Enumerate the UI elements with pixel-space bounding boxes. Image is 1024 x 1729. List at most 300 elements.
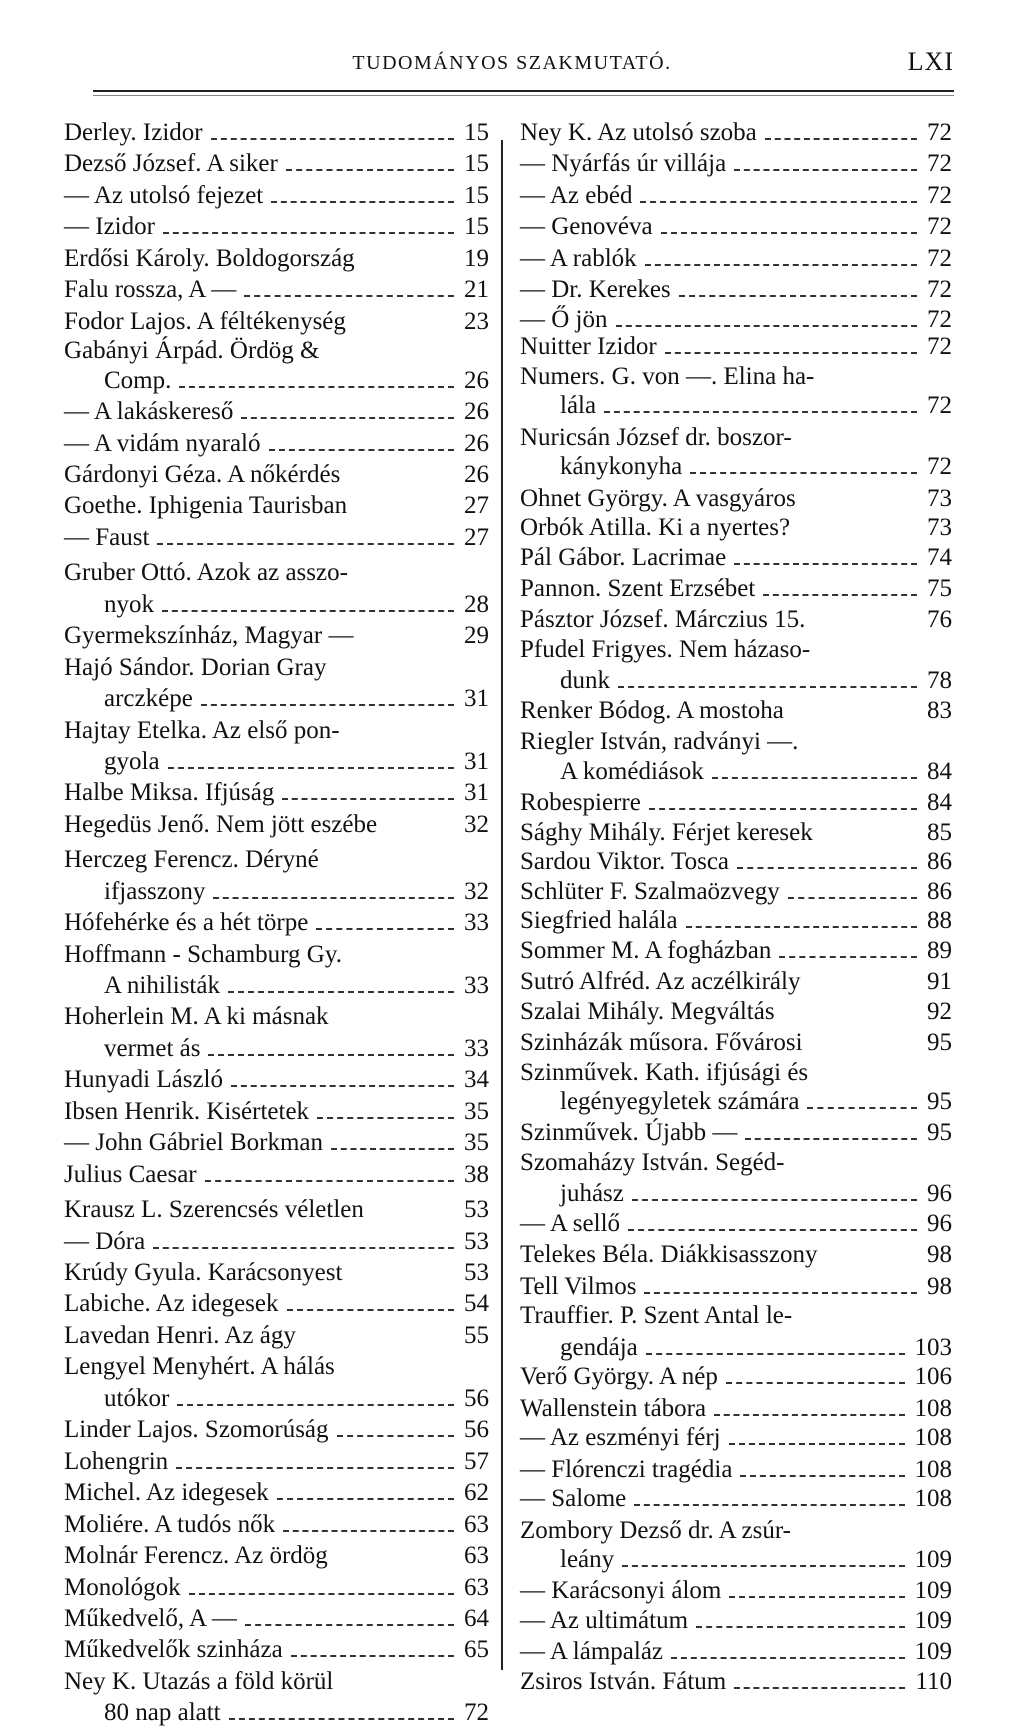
dot-leader: [686, 926, 917, 928]
entry-page-number: 74: [927, 544, 952, 571]
index-entry: [520, 450, 952, 483]
index-entry: [520, 1177, 952, 1210]
entry-page-number: 96: [927, 1210, 952, 1237]
entry-title: Pannon. Szent Erzsébet: [520, 575, 756, 602]
entry-title: Hunyadi László: [64, 1066, 223, 1093]
entry-title: — Az eszményi férj: [520, 1424, 721, 1451]
index-entry: [64, 395, 489, 428]
index-entry: [520, 273, 952, 306]
entry-page-number: 78: [927, 667, 952, 694]
entry-page-number: 95: [927, 1029, 952, 1056]
entry-title: — Nyárfás úr villája: [520, 150, 727, 177]
entry-title: Hófehérke és a hét törpe: [64, 909, 309, 936]
entry-page-number: 31: [464, 748, 489, 775]
entry-page-number: 27: [464, 492, 489, 519]
entry-title: Hoffmann - Schamburg Gy.: [64, 941, 342, 968]
index-entry: [64, 969, 489, 1002]
entry-title: Szinművek. Újabb —: [520, 1119, 738, 1146]
index-entry: [64, 1032, 489, 1065]
index-entry: [64, 1000, 489, 1033]
index-entry: [64, 1126, 489, 1159]
index-entry: [520, 1360, 952, 1393]
entry-title: vermet ás: [104, 1035, 201, 1062]
entry-page-number: 38: [464, 1161, 489, 1188]
entry-title: Verő György. A nép: [520, 1363, 718, 1390]
index-entry: [64, 745, 489, 778]
dot-leader: [618, 686, 917, 688]
entry-page-number: 72: [927, 453, 952, 480]
entry-page-number: 72: [464, 1699, 489, 1726]
entry-title: — Flórenczi tragédia: [520, 1456, 733, 1483]
entry-page-number: 53: [464, 1259, 489, 1286]
entry-title: Zombory Dezső dr. A zsúr-: [520, 1517, 791, 1544]
entry-page-number: 72: [927, 306, 952, 333]
dot-leader: [737, 867, 917, 869]
dot-leader: [179, 386, 454, 388]
index-entry: [520, 845, 952, 878]
entry-title: Gárdonyi Géza. A nőkérdés: [64, 461, 341, 488]
index-entry: [64, 210, 489, 243]
index-entry: [520, 242, 952, 275]
index-entry: [64, 1256, 489, 1289]
dot-leader: [241, 417, 454, 419]
entry-title: Molnár Ferencz. Az ördög: [64, 1542, 328, 1569]
entry-page-number: 85: [927, 819, 952, 846]
dot-leader: [163, 232, 454, 234]
dot-leader: [679, 295, 917, 297]
entry-page-number: 91: [927, 968, 952, 995]
index-entry: [520, 1085, 952, 1118]
index-entry: [64, 147, 489, 180]
entry-title: Trauffier. P. Szent Antal le-: [520, 1302, 793, 1329]
entry-page-number: 26: [464, 430, 489, 457]
index-entry: [520, 1421, 952, 1454]
entry-title: gyola: [104, 748, 160, 775]
index-entry: [520, 330, 952, 363]
dot-leader: [712, 777, 917, 779]
dot-leader: [208, 1054, 454, 1056]
entry-page-number: 108: [914, 1456, 952, 1483]
index-entry: [64, 1602, 489, 1635]
dot-leader: [337, 1435, 454, 1437]
entry-title: Labiche. Az idegesek: [64, 1290, 279, 1317]
entry-title: Sardou Viktor. Tosca: [520, 848, 730, 875]
dot-leader: [740, 1475, 904, 1477]
entry-page-number: 64: [464, 1605, 489, 1632]
dot-leader: [229, 1718, 454, 1720]
dot-leader: [714, 1414, 904, 1416]
index-entry: [64, 242, 489, 275]
entry-page-number: 72: [927, 150, 952, 177]
dot-leader: [690, 472, 917, 474]
index-entry: [520, 572, 952, 605]
entry-page-number: 56: [464, 1416, 489, 1443]
index-entry: [520, 694, 952, 727]
dot-leader: [205, 1180, 454, 1182]
entry-title: Krúdy Gyula. Karácsonyest: [64, 1259, 343, 1286]
entry-title: — A vidám nyaraló: [64, 430, 261, 457]
entry-title: Orbók Atilla. Ki a nyertes?: [520, 514, 791, 541]
dot-leader: [316, 928, 454, 930]
entry-title: — Salome: [520, 1485, 627, 1512]
entry-title: Numers. G. von —. Elina ha-: [520, 363, 815, 390]
index-entry: [64, 1413, 489, 1446]
index-entry: [520, 1116, 952, 1149]
entry-title: arczképe: [104, 685, 193, 712]
dot-leader: [228, 991, 454, 993]
entry-page-number: 54: [464, 1290, 489, 1317]
index-entry: [520, 179, 952, 212]
entry-title: legényegyletek számára: [560, 1088, 800, 1115]
entry-title: Hajtay Etelka. Az első pon-: [64, 717, 340, 744]
index-entry: [520, 210, 952, 243]
entry-page-number: 33: [464, 1035, 489, 1062]
dot-leader: [632, 1199, 917, 1201]
dot-leader: [646, 1353, 905, 1355]
entry-page-number: 55: [464, 1322, 489, 1349]
entry-page-number: 21: [464, 276, 489, 303]
entry-title: Robespierre: [520, 789, 641, 816]
entry-page-number: 83: [927, 697, 952, 724]
index-entry: [64, 843, 489, 876]
entry-title: A nihilisták: [104, 972, 220, 999]
entry-title: Renker Bódog. A mostoha: [520, 697, 784, 724]
entry-title: 80 nap alatt: [104, 1699, 221, 1726]
entry-title: — Dr. Kerekes: [520, 276, 671, 303]
dot-leader: [168, 767, 454, 769]
dot-leader: [616, 325, 918, 327]
entry-title: Sághy Mihály. Férjet keresek: [520, 819, 813, 846]
index-entry: [64, 808, 489, 841]
index-entry: [64, 1571, 489, 1604]
entry-title: Falu rossza, A —: [64, 276, 237, 303]
dot-leader: [604, 411, 917, 413]
dot-leader: [153, 1247, 454, 1249]
entry-page-number: 29: [464, 622, 489, 649]
entry-title: Telekes Béla. Diákkisasszony: [520, 1241, 818, 1268]
entry-title: Schlüter F. Szalmaözvegy: [520, 878, 780, 905]
index-entry: [520, 147, 952, 180]
entry-title: Gabányi Árpád. Ördög &: [64, 337, 320, 364]
entry-title: Wallenstein tábora: [520, 1395, 707, 1422]
entry-title: Riegler István, radványi —.: [520, 728, 799, 755]
index-entry: [520, 1299, 952, 1332]
index-entry: [64, 1158, 489, 1191]
dot-leader: [788, 897, 917, 899]
entry-page-number: 73: [927, 514, 952, 541]
dot-leader: [211, 138, 454, 140]
entry-page-number: 31: [464, 779, 489, 806]
index-entry: [520, 1207, 952, 1240]
dot-leader: [177, 1404, 454, 1406]
dot-leader: [271, 201, 454, 203]
index-entry: [520, 633, 952, 666]
entry-title: leány: [560, 1546, 615, 1573]
entry-page-number: 109: [914, 1577, 952, 1604]
entry-title: Ohnet György. A vasgyáros: [520, 485, 796, 512]
dot-leader: [622, 1565, 904, 1567]
index-entry: [64, 489, 489, 522]
entry-title: Julius Caesar: [64, 1161, 197, 1188]
dot-leader: [245, 1624, 454, 1626]
index-entry: [64, 875, 489, 908]
dot-leader: [661, 232, 917, 234]
entry-title: — A lámpaláz: [520, 1638, 664, 1665]
entry-page-number: 32: [464, 811, 489, 838]
entry-page-number: 72: [927, 119, 952, 146]
entry-page-number: 109: [914, 1607, 952, 1634]
entry-page-number: 103: [914, 1334, 952, 1361]
index-entry: [64, 521, 489, 554]
entry-title: gendája: [560, 1334, 638, 1361]
index-entry: [64, 1539, 489, 1572]
entry-title: dunk: [560, 667, 610, 694]
entry-page-number: 15: [464, 213, 489, 240]
index-entry: [64, 938, 489, 971]
header-rule-thin: [93, 95, 954, 96]
entry-title: Tell Vilmos: [520, 1273, 637, 1300]
page-number: LXI: [907, 47, 954, 76]
entry-title: Műkedvelők szinháza: [64, 1636, 283, 1663]
index-entry: [520, 995, 952, 1028]
entry-title: — A sellő: [520, 1210, 621, 1237]
entry-title: Goethe. Iphigenia Taurisban: [64, 492, 348, 519]
entry-title: Herczeg Ferencz. Déryné: [64, 846, 319, 873]
entry-title: Zsiros István. Fátum: [520, 1668, 727, 1695]
entry-page-number: 88: [927, 907, 952, 934]
dot-leader: [726, 1382, 905, 1384]
entry-title: Lavedan Henri. Az ágy: [64, 1322, 296, 1349]
entry-page-number: 86: [927, 848, 952, 875]
entry-page-number: 26: [464, 367, 489, 394]
dot-leader: [628, 1229, 917, 1231]
entry-title: Dezső József. A siker: [64, 150, 278, 177]
entry-title: Műkedvelő, A —: [64, 1605, 237, 1632]
entry-page-number: 34: [464, 1066, 489, 1093]
entry-title: Hajó Sándor. Dorian Gray: [64, 654, 327, 681]
entry-title: lála: [560, 392, 597, 419]
dot-leader: [763, 594, 917, 596]
index-entry: [520, 541, 952, 574]
index-entry: [64, 364, 489, 397]
entry-title: A komédiások: [560, 758, 704, 785]
entry-page-number: 33: [464, 972, 489, 999]
index-entry: [520, 965, 952, 998]
entry-page-number: 53: [464, 1196, 489, 1223]
entry-page-number: 72: [927, 333, 952, 360]
index-entry: [520, 934, 952, 967]
index-entry: [64, 651, 489, 684]
entry-title: Hegedüs Jenő. Nem jött eszébe: [64, 811, 378, 838]
entry-page-number: 98: [927, 1273, 952, 1300]
dot-leader: [269, 449, 455, 451]
dot-leader: [213, 897, 454, 899]
entry-title: Gruber Ottó. Azok az asszo-: [64, 559, 348, 586]
entry-title: Nuitter Izidor: [520, 333, 657, 360]
entry-title: Pfudel Frigyes. Nem házaso-: [520, 636, 811, 663]
entry-title: Halbe Miksa. Ifjúság: [64, 779, 275, 806]
entry-title: — A lakáskereső: [64, 398, 234, 425]
entry-page-number: 15: [464, 182, 489, 209]
dot-leader: [162, 610, 454, 612]
index-entry: [64, 273, 489, 306]
index-entry: [64, 619, 489, 652]
entry-page-number: 33: [464, 909, 489, 936]
column-divider: [501, 140, 503, 1670]
entry-title: — Dóra: [64, 1228, 146, 1255]
entry-page-number: 109: [914, 1638, 952, 1665]
index-entry: [520, 1146, 952, 1179]
dot-leader: [189, 1593, 454, 1595]
dot-leader: [244, 295, 454, 297]
entry-page-number: 23: [464, 308, 489, 335]
entry-page-number: 56: [464, 1385, 489, 1412]
entry-page-number: 28: [464, 591, 489, 618]
entry-page-number: 108: [914, 1424, 952, 1451]
entry-page-number: 98: [927, 1241, 952, 1268]
index-entry: [64, 1095, 489, 1128]
entry-title: ifjasszony: [104, 878, 206, 905]
entry-title: Sutró Alfréd. Az aczélkirály: [520, 968, 801, 995]
entry-page-number: 31: [464, 685, 489, 712]
dot-leader: [331, 1148, 454, 1150]
entry-page-number: 72: [927, 182, 952, 209]
index-entry: [64, 1319, 489, 1352]
index-entry: [64, 682, 489, 715]
entry-page-number: 53: [464, 1228, 489, 1255]
index-entry: [520, 389, 952, 422]
index-entry: [520, 1482, 952, 1515]
entry-page-number: 63: [464, 1511, 489, 1538]
entry-title: — Karácsonyi álom: [520, 1577, 722, 1604]
index-entry: [520, 1026, 952, 1059]
index-entry: [64, 1193, 489, 1226]
entry-title: Nuricsán József dr. boszor-: [520, 424, 792, 451]
entry-page-number: 86: [927, 878, 952, 905]
entry-page-number: 89: [927, 937, 952, 964]
entry-page-number: 84: [927, 789, 952, 816]
dot-leader: [734, 563, 917, 565]
dot-leader: [283, 1530, 454, 1532]
entry-title: Erdősi Károly. Boldogország: [64, 245, 355, 272]
index-entry: [64, 776, 489, 809]
entry-page-number: 65: [464, 1636, 489, 1663]
index-entry: [64, 1696, 489, 1729]
index-entry: [64, 427, 489, 460]
entry-title: — Az ultimátum: [520, 1607, 689, 1634]
dot-leader: [696, 1626, 904, 1628]
dot-leader: [765, 138, 917, 140]
entry-title: Moliére. A tudós nők: [64, 1511, 276, 1538]
entry-title: utókor: [104, 1385, 170, 1412]
index-entry: [64, 458, 489, 491]
dot-leader: [729, 1596, 904, 1598]
entry-title: kánykonyha: [560, 453, 683, 480]
entry-page-number: 92: [927, 998, 952, 1025]
entry-title: — Az ebéd: [520, 182, 633, 209]
entry-title: Ney K. Utazás a föld körül: [64, 1668, 334, 1695]
index-entry: [64, 1225, 489, 1258]
index-entry: [64, 556, 489, 589]
dot-leader: [665, 352, 917, 354]
entry-title: Fodor Lajos. A féltékenység: [64, 308, 346, 335]
entry-title: — Genovéva: [520, 213, 653, 240]
entry-page-number: 72: [927, 276, 952, 303]
entry-page-number: 57: [464, 1448, 489, 1475]
entry-page-number: 19: [464, 245, 489, 272]
entry-page-number: 109: [914, 1546, 952, 1573]
entry-title: — Ő jön: [520, 306, 608, 333]
entry-title: nyok: [104, 591, 154, 618]
running-header-title: TUDOMÁNYOS SZAKMUTATÓ.: [352, 52, 672, 74]
header-rule: [93, 90, 954, 92]
entry-page-number: 26: [464, 461, 489, 488]
entry-page-number: 76: [927, 606, 952, 633]
index-entry: [520, 116, 952, 149]
dot-leader: [644, 1292, 917, 1294]
dot-leader: [734, 169, 917, 171]
entry-title: Lengyel Menyhért. A hálás: [64, 1353, 335, 1380]
entry-page-number: 95: [927, 1088, 952, 1115]
index-entry: [64, 1665, 489, 1698]
dot-leader: [671, 1657, 904, 1659]
dot-leader: [176, 1467, 454, 1469]
dot-leader: [287, 1309, 455, 1311]
entry-page-number: 63: [464, 1574, 489, 1601]
entry-page-number: 110: [915, 1668, 952, 1695]
index-entry: [520, 1635, 952, 1668]
index-entry: [64, 714, 489, 747]
index-entry: [64, 1445, 489, 1478]
dot-leader: [640, 201, 917, 203]
entry-page-number: 15: [464, 119, 489, 146]
index-entry: [64, 116, 489, 149]
entry-title: Derley. Izidor: [64, 119, 203, 146]
entry-title: Szalai Mihály. Megváltás: [520, 998, 775, 1025]
entry-page-number: 75: [927, 575, 952, 602]
index-entry: [64, 906, 489, 939]
entry-page-number: 108: [914, 1395, 952, 1422]
index-entry: [64, 1476, 489, 1509]
dot-leader: [807, 1107, 917, 1109]
entry-title: Linder Lajos. Szomorúság: [64, 1416, 329, 1443]
index-entry: [520, 904, 952, 937]
index-entry: [520, 725, 952, 758]
dot-leader: [291, 1655, 454, 1657]
index-entry: [520, 1574, 952, 1607]
index-entry: [520, 664, 952, 697]
entry-title: Szinházák műsora. Fővárosi: [520, 1029, 803, 1056]
entry-page-number: 84: [927, 758, 952, 785]
entry-page-number: 73: [927, 485, 952, 512]
entry-page-number: 35: [464, 1098, 489, 1125]
index-entry: [520, 1604, 952, 1637]
index-entry: [64, 1287, 489, 1320]
entry-title: Krausz L. Szerencsés véletlen: [64, 1196, 364, 1223]
entry-title: Szinművek. Kath. ifjúsági és: [520, 1059, 809, 1086]
entry-title: Pál Gábor. Lacrimae: [520, 544, 727, 571]
index-entry: [64, 588, 489, 621]
dot-leader: [317, 1117, 454, 1119]
entry-page-number: 108: [914, 1485, 952, 1512]
entry-title: Ney K. Az utolsó szoba: [520, 119, 757, 146]
entry-title: — John Gábriel Borkman: [64, 1129, 323, 1156]
index-entry: [64, 1350, 489, 1383]
entry-title: — A rablók: [520, 245, 637, 272]
dot-leader: [286, 169, 454, 171]
dot-leader: [634, 1504, 904, 1506]
entry-page-number: 72: [927, 245, 952, 272]
